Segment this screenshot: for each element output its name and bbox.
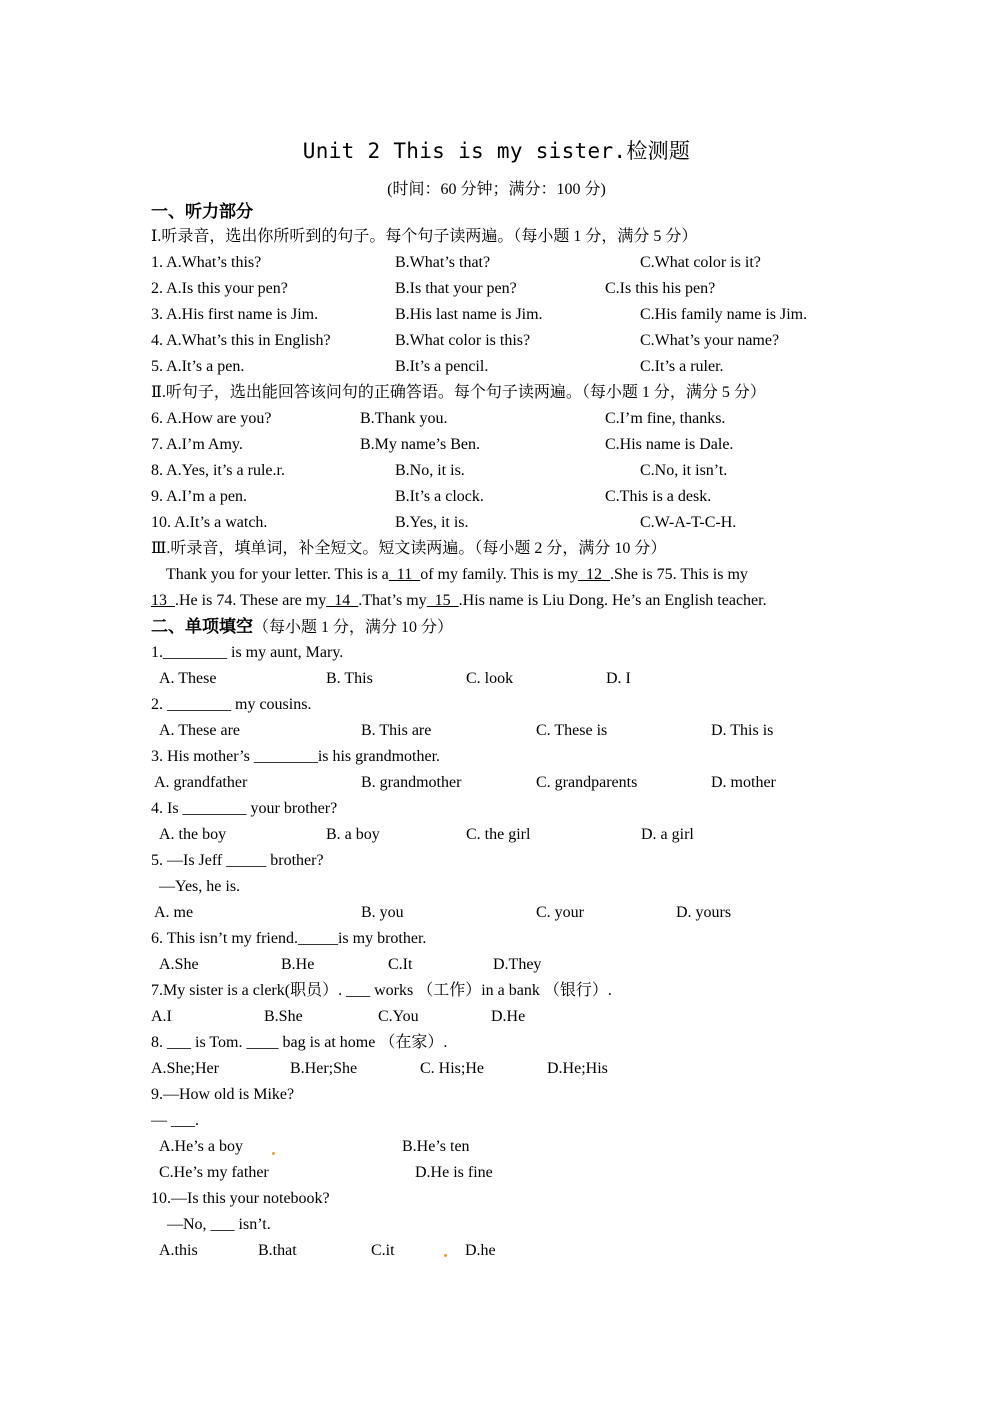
question-stem: 1.________ is my aunt, Mary. [151, 644, 344, 661]
question-reply: — ___. [151, 1112, 199, 1129]
option-d: D. a girl [641, 826, 694, 843]
page-subtitle: (时间：60 分钟；满分：100 分) [387, 181, 606, 198]
passage-text: .His name is Liu Dong. He’s an English teacher. [458, 592, 767, 609]
blank-14: 14 [326, 592, 359, 609]
option-c: C.it [371, 1242, 395, 1259]
question-stem: 8. ___ is Tom. ____ bag is at home （在家）. [151, 1034, 448, 1051]
option-a: A.this [159, 1242, 198, 1259]
passage-text: .That’s my [358, 592, 427, 609]
option-a: 9. A.I’m a pen. [151, 488, 247, 505]
option-b: B.She [264, 1008, 303, 1025]
option-d: D.He [491, 1008, 526, 1025]
option-c: C.I’m fine, thanks. [605, 410, 726, 427]
question-reply: —Yes, he is. [159, 878, 241, 895]
question-stem: 3. His mother’s ________is his grandmother. [151, 748, 441, 765]
option-d: D.They [493, 956, 542, 973]
option-b: B.He [281, 956, 315, 973]
option-c: C.Is this his pen? [605, 280, 716, 297]
passage-line-2 [151, 590, 767, 612]
option-b: B. This [326, 670, 373, 687]
option-b: B.It’s a clock. [395, 488, 484, 505]
option-c: C. your [536, 904, 584, 921]
option-a: A.She;Her [151, 1060, 219, 1077]
option-b: B.What’s that? [395, 254, 491, 271]
option-d: D.He is fine [415, 1164, 493, 1181]
option-c: C.It’s a ruler. [640, 358, 724, 375]
section2-heading-row [151, 616, 453, 638]
part2-instruction: Ⅱ.听句子，选出能回答该问句的正确答语。每个句子读两遍。（每小题 1 分，满分 5 分） [151, 384, 766, 401]
section1-heading: 一、听力部分 [151, 202, 253, 222]
question-stem: 5. —Is Jeff _____ brother? [151, 852, 324, 869]
option-a: 10. A.It’s a watch. [151, 514, 268, 531]
passage-text: .He is 74. These are my [175, 592, 327, 609]
option-b: B.No, it is. [395, 462, 465, 479]
option-d: D. I [606, 670, 631, 687]
question-stem: 9.—How old is Mike? [151, 1086, 295, 1103]
passage-text: Thank you for your letter. This is a [166, 566, 389, 583]
option-a: A. These are [159, 722, 240, 739]
question-stem: 2. ________ my cousins. [151, 696, 312, 713]
option-c: C. the girl [466, 826, 531, 843]
question-stem: 7.My sister is a clerk(职员）. ___ works （工作）in a bank （银行）. [151, 982, 612, 999]
question-stem: 6. This isn’t my friend._____is my brother. [151, 930, 427, 947]
option-d: D. This is [711, 722, 774, 739]
question-stem: 10.—Is this your notebook? [151, 1190, 330, 1207]
option-b: B.What color is this? [395, 332, 531, 349]
option-b: B.Thank you. [360, 410, 448, 427]
blank-15: 15 [426, 592, 459, 609]
option-a: 5. A.It’s a pen. [151, 358, 245, 375]
part1-instruction: Ⅰ.听录音，选出你所听到的句子。每个句子读两遍。（每小题 1 分，满分 5 分） [151, 228, 698, 245]
option-b: B.that [258, 1242, 297, 1259]
section2-heading: 二、单项填空 [151, 617, 253, 637]
option-a: 7. A.I’m Amy. [151, 436, 243, 453]
option-c: C.He’s my father [159, 1164, 269, 1181]
page-title: Unit 2 This is my sister.检测题 [302, 139, 691, 163]
option-a: 3. A.His first name is Jim. [151, 306, 319, 323]
blank-12: 12 [577, 566, 610, 583]
option-b: B.His last name is Jim. [395, 306, 543, 323]
option-d: D.he [465, 1242, 496, 1259]
stray-mark [272, 1152, 275, 1155]
option-a: A.I [151, 1008, 172, 1025]
stray-mark [444, 1254, 447, 1257]
option-c: C. look [466, 670, 514, 687]
option-d: D. mother [711, 774, 776, 791]
option-a: A. These [159, 670, 217, 687]
passage-text: .She is 75. This is my [609, 566, 748, 583]
option-b: B. you [361, 904, 404, 921]
option-a: A. the boy [159, 826, 227, 843]
question-reply: —No, ___ isn’t. [167, 1216, 271, 1233]
option-c: C.It [388, 956, 413, 973]
option-c: C.W-A-T-C-H. [640, 514, 737, 531]
option-c: C. His;He [420, 1060, 484, 1077]
option-b: B.My name’s Ben. [360, 436, 480, 453]
option-b: B. grandmother [361, 774, 462, 791]
option-d: D. yours [676, 904, 732, 921]
option-a: A. me [154, 904, 194, 921]
option-a: 8. A.Yes, it’s a rule.r. [151, 462, 285, 479]
option-b: B.It’s a pencil. [395, 358, 489, 375]
option-a: 6. A.How are you? [151, 410, 272, 427]
section2-note: （每小题 1 分，满分 10 分） [253, 619, 454, 636]
option-a: 1. A.What’s this? [151, 254, 262, 271]
option-b: B.Yes, it is. [395, 514, 469, 531]
blank-11: 11 [388, 566, 421, 583]
option-c: C. grandparents [536, 774, 638, 791]
passage-line-1 [166, 564, 748, 586]
option-c: C.This is a desk. [605, 488, 712, 505]
option-b: B. a boy [326, 826, 380, 843]
option-c: C.His name is Dale. [605, 436, 734, 453]
part3-instruction: Ⅲ.听录音，填单词，补全短文。短文读两遍。（每小题 2 分，满分 10 分） [151, 540, 667, 557]
passage-text: of my family. This is my [420, 566, 578, 583]
option-b: B.Her;She [290, 1060, 358, 1077]
option-c: C.You [378, 1008, 419, 1025]
option-c: C.What color is it? [640, 254, 761, 271]
option-a: 2. A.Is this your pen? [151, 280, 288, 297]
option-a: 4. A.What’s this in English? [151, 332, 331, 349]
option-c: C. These is [536, 722, 608, 739]
option-d: D.He;His [547, 1060, 608, 1077]
option-c: C.No, it isn’t. [640, 462, 728, 479]
option-c: C.His family name is Jim. [640, 306, 808, 323]
option-b: B.He’s ten [402, 1138, 470, 1155]
option-b: B. This are [361, 722, 432, 739]
option-a: A.He’s a boy [159, 1138, 243, 1155]
question-stem: 4. Is ________ your brother? [151, 800, 338, 817]
blank-13: 13 [151, 592, 175, 609]
option-c: C.What’s your name? [640, 332, 780, 349]
option-a: A. grandfather [154, 774, 248, 791]
option-a: A.She [159, 956, 199, 973]
option-b: B.Is that your pen? [395, 280, 517, 297]
